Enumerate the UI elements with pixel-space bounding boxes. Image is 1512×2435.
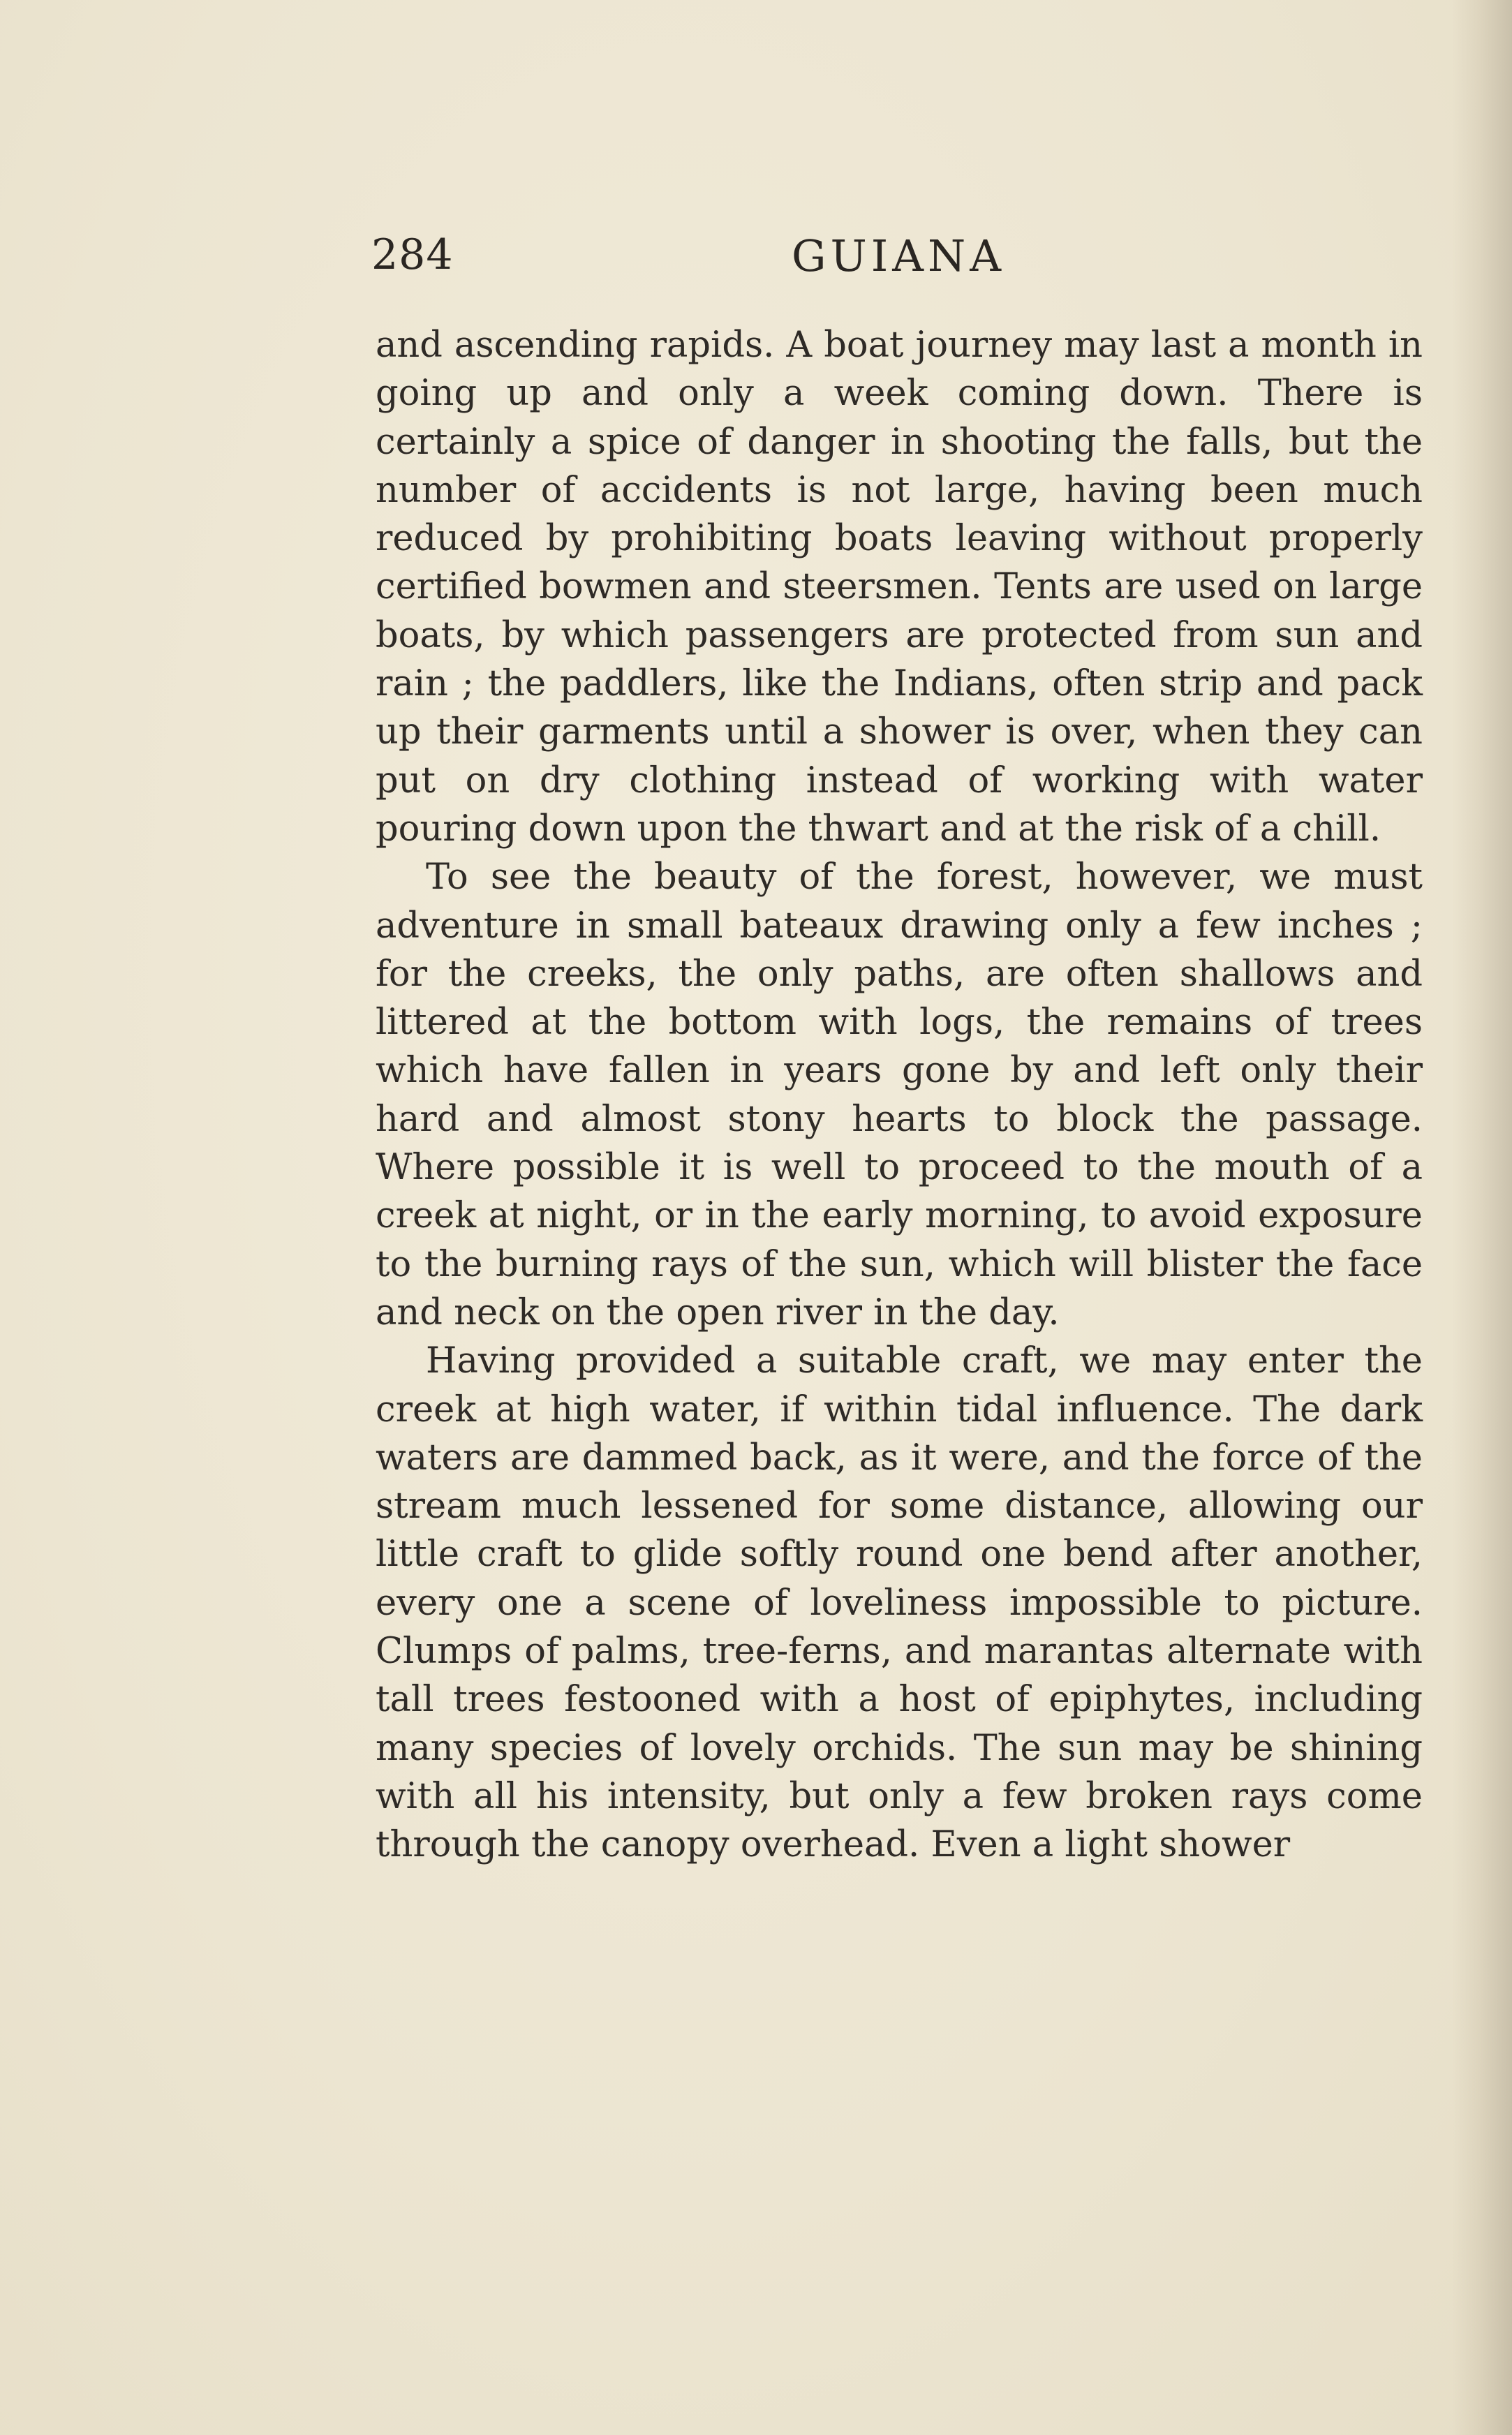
- page-header: [371, 230, 1418, 286]
- paragraph-continued: and ascending rapids. A boat journey may last a month in going up and only a week coming down. There is certainly a spice of danger in shooting the falls, but the number of accidents is not large, having been much reduced by prohibiting boats leaving without properly certified bowmen and steersmen. Tents are used on large boats, by which passengers are protected from sun and rain ; the paddlers, like the Indians, often strip and pack up their garments until a shower is over, when they can put on dry clothing instead of working with water pouring down upon the thwart and at the risk of a chill.: [376, 325, 1423, 850]
- paragraph-creek-journey: Having provided a suitable craft, we may enter the creek at high water, if within tidal influence. The dark waters are dammed back, as it were, and the force of the stream much lessened for some distance, allowing our little craft to glide softly round one bend after another, every one a scene of loveliness impossible to picture. Clumps of palms, tree-ferns, and marantas alternate with tall trees festooned with a host of epiphytes, including many species of lovely orchids. The sun may be shining with all his intensity, but only a few broken rays come through the canopy overhead. Even a light shower: [376, 1340, 1423, 1866]
- body-text: [376, 321, 1423, 1870]
- paragraph-forest-beauty: To see the beauty of the forest, however, we must adventure in small bateaux drawing only a few inches ; for the creeks, the only paths, are often shallows and littered at the bottom with logs, the remains of trees which have fallen in years gone by and left only their hard and almost stony hearts to block the passage. Where possible it is well to proceed to the mouth of a creek at night, or in the early morning, to avoid exposure to the burning rays of the sun, which will blister the face and neck on the open river in the day.: [376, 857, 1423, 1333]
- running-head: GUIANA: [792, 230, 1006, 281]
- page-number: 284: [371, 230, 454, 279]
